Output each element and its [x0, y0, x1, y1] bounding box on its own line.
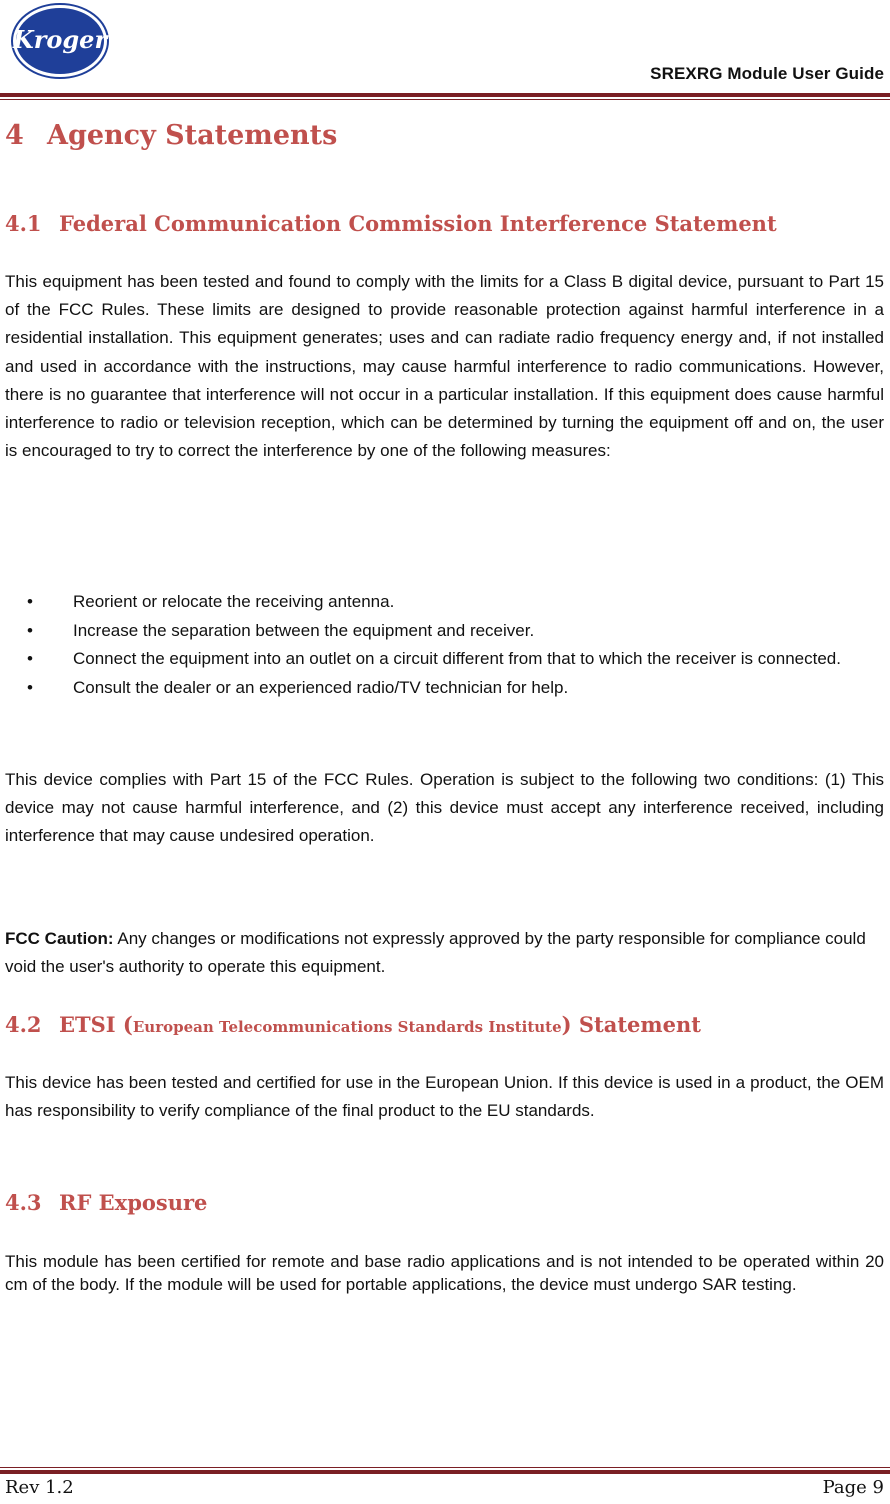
- subsection-title: RF Exposure: [59, 1190, 208, 1215]
- subsection-title: Federal Communication Commission Interference Statement: [59, 211, 777, 236]
- etsi-paragraph: [5, 1069, 884, 1125]
- subsection-number: 4.3: [5, 1190, 42, 1215]
- footer-divider-thin: [0, 1467, 890, 1468]
- subsection-number: 4.1: [5, 211, 42, 236]
- section-title: Agency Statements: [47, 120, 338, 151]
- section-4: [5, 120, 884, 151]
- section-4-1: [5, 211, 884, 236]
- list-item: • Consult the dealer or an experienced radio/TV technician for help.: [27, 677, 569, 697]
- section-number: 4: [5, 120, 24, 151]
- fcc-caution: [5, 925, 884, 981]
- section-4-2: [5, 1012, 884, 1037]
- document-title: SREXRG Module User Guide: [650, 64, 884, 83]
- page-number: Page 9: [822, 1477, 884, 1498]
- section-heading: [5, 120, 884, 151]
- kroger-logo: [10, 2, 110, 80]
- subsection-number: 4.2: [5, 1012, 42, 1037]
- fcc-paragraph: [5, 268, 884, 465]
- list-item: • Increase the separation between the equipment and receiver.: [27, 620, 535, 640]
- subsection-heading: [5, 1190, 884, 1215]
- header-divider: [0, 93, 890, 97]
- caution-label: FCC Caution:: [5, 929, 114, 948]
- section-4-3: [5, 1190, 884, 1215]
- fcc-compliance-text: This device complies with Part 15 of the FCC Rules. Operation is subject to the following two conditions: (1) This device may not cause harmful interference, and (2) this device must accept any interference received, including interference that may cause undesired operation.: [5, 770, 884, 846]
- fcc-compliance-paragraph: [5, 766, 884, 851]
- list-item: • Connect the equipment into an outlet on a circuit different from that to which the receiver is connected.: [27, 649, 841, 668]
- list-item: • Reorient or relocate the receiving antenna.: [27, 592, 395, 611]
- subsection-heading: 4.2 ETSI (European Telecommunications Standards Institute) Statement: [5, 1012, 701, 1037]
- fcc-measures-list: [5, 588, 884, 702]
- svg-text:Kroger: Kroger: [12, 25, 108, 54]
- etsi-statement-text: This device has been tested and certified for use in the European Union. If this device is used in a product, the OEM has responsibility to verify compliance of the final product to the EU standards.: [5, 1073, 884, 1121]
- header-divider-thin: [0, 99, 890, 100]
- revision-label: Rev 1.2: [5, 1477, 74, 1498]
- caution-text: Any changes or modifications not expressly approved by the party responsible for compliance could void the user's authority to operate this equipment.: [5, 929, 866, 977]
- subsection-heading: [5, 211, 884, 236]
- rf-exposure-paragraph: [5, 1250, 884, 1296]
- footer-divider: [0, 1470, 890, 1474]
- rf-exposure-text: This module has been certified for remote and base radio applications and is not intended to be operated within 20 cm of the body. If the module will be used for portable applications, the device must undergo SAR testing.: [5, 1252, 884, 1294]
- fcc-statement-text: This equipment has been tested and found to comply with the limits for a Class B digital device, pursuant to Part 15 of the FCC Rules. These limits are designed to provide reasonable protection against harmful interference in a residential installation. This equipment generates; uses and can radiate radio frequency energy and, if not installed and used in accordance with the instructions, may cause harmful interference to radio communications. However, there is no guarantee that interference will not occur in a particular installation. If this equipment does cause harmful interference to radio or television reception, which can be determined by turning the equipment off and on, the user is encouraged to try to correct the interference by one of the following measures:: [5, 272, 884, 461]
